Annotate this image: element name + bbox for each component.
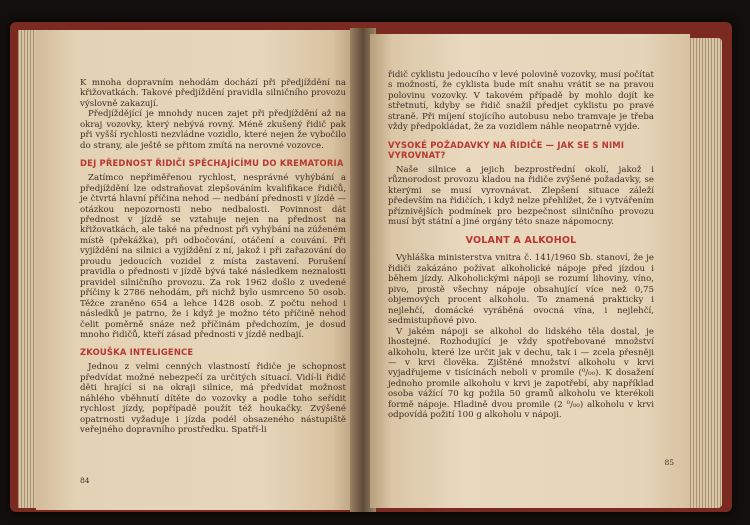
right-page-text	[388, 70, 654, 421]
paragraph: Naše silnice a jejich bezprostřední okolí, jakož i různorodost provozu kladou na řidiče zvýšené požadavky, se kterými se musí vyrovnávat. Zlepšení situace záleží především na řidičích, i když nelze přehlížet, že i vytvářením příznivějších podmínek pro bezpečnost silničního provozu musí být státní a jiné orgány této snaze nápomocny.	[388, 164, 654, 227]
page-number: 84	[80, 476, 90, 485]
right-page	[370, 34, 690, 508]
left-page-text	[80, 78, 346, 436]
paragraph: Jednou z velmi cenných vlastností řidiče je schopnost předvídat možné nebezpečí za určitých situací. Vidí-li řidič děti hrající si na okraji silnice, má předvídat možnost náhlého vběhnutí dítěte do vozovky a podle toho seřídit rychlost jízdy, popřípadě použít též houkačky. Zvýšené opatrnosti vyžaduje i jízda podél obsazeného nástupiště veřejného dopravního prostředku. Spatří-li	[80, 362, 346, 436]
paragraph: Předjíždějící je mnohdy nucen zajet při předjíždění až na okraj vozovky, který nebývá rovný. Méně zkušený řidič pak při vyšší rychlosti nezvládne vozidlo, které nejen že vybočilo do strany, ale ještě se přitom zmítá na nerovné vozovce.	[80, 109, 346, 151]
left-page-edges	[18, 30, 38, 508]
left-page	[36, 30, 358, 510]
page-number: 85	[664, 458, 674, 467]
section-heading: VYSOKÉ POŽADAVKY NA ŘIDIČE — JAK SE S NIMI VYROVNAT?	[388, 139, 625, 160]
section-heading: ZKOUŠKA INTELIGENCE	[80, 347, 194, 358]
right-page-edges	[688, 38, 722, 508]
paragraph: Vyhláška ministerstva vnitra č. 141/1960 Sb. stanoví, že je řidiči zakázáno požívat alkoholické nápoje před jízdou i během jízdy. Alkoholickými nápoji se rozumí lihoviny, víno, pivo, prostě všechny nápoje obsahující více než 0,75 objemových procent alkoholu. To znamená prakticky i nejlehčí, domácké vyráběná ovocná vína, i nejlehčí, sedmistupňové pivo.	[388, 253, 654, 327]
paragraph: V jakém nápoji se alkohol do lidského těla dostal, je lhostejné. Rozhodující je vždy spotřebované množství alkoholu, které lze určit jak v dechu, tak i — zcela přesněji — v krvi člověka. Zjištěné množství alkoholu v krvi vyjadřujeme v tisícinách neboli v promile (⁰/₀₀). K dosažení jednoho promile alkoholu v krvi je zapotřebí, aby například osoba vážící 70 kg požila 50 gramů alkoholu ve kterékoli formě nápoje. Hladině dvou promile (2 ⁰/₀₀) alkoholu v krvi odpovídá požití 100 g alkoholu v nápoji.	[388, 326, 654, 421]
section-heading: DEJ PŘEDNOST ŘIDIČI SPĚCHAJÍCÍMU DO KREMATORIA	[80, 158, 344, 169]
section-heading: VOLANT A ALKOHOL	[465, 235, 577, 247]
paragraph: Zatímco nepřiměřenou rychlost, nesprávné vyhýbání a předjíždění lze odstraňovat zlepšováním kvalifikace řidičů, je čtvrtá hlavní příčina nehod — nedbání přednosti v jízdě — otázkou nepozornosti nebo nedbalosti. Povinnost dát přednost v jízdě se vztahuje nejen na přednost na křižovatkách, ale také na přednost při vyhýbání na zúženém místě (překážka), při odbočování, otáčení a couvání. Při vyjíždění na silnici a vyjíždění z ní, jakož i při zařazování do proudu jedoucích vozidel z místa zastavení. Porušení pravidla o přednosti v jízdě bývá také následkem neznalosti pravidel silničního provozu. Za rok 1962 došlo z uvedené příčiny k 2786 nehodám, při nichž bylo usmrceno 50 osob. Těžce zraněno 654 a lehce 1428 osob. Z počtu nehod i následků je patrno, že i když je možno této příčině nehod čelit poměrně snáze než příčinám předchozím, je dosud mnoho řidičů, kteří zásad přednosti v jízdě nedbají.	[80, 173, 346, 340]
paragraph: K mnoha dopravním nehodám dochází při předjíždění na křižovatkách. Takové předjíždění pravidla silničního provozu výslovně zakazují.	[80, 78, 346, 109]
paragraph: řidič cyklistu jedoucího v levé polovině vozovky, musí počítat s možností, že cyklista bude mít snahu vrátit se na pravou polovinu vozovky. V takovém případě by mohlo dojít ke střetnutí, kdyby se řidič snažil předjet cyklistu po pravé straně. Při míjení stojícího autobusu nebo tramvaje je třeba vždy předpokládat, že za vozidlem náhle neopatrně vyjde.	[388, 70, 654, 133]
